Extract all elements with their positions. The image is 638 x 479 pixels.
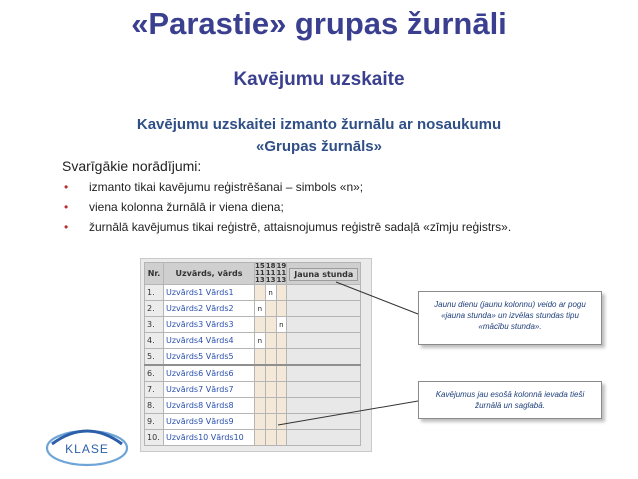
attendance-cell[interactable]: n: [255, 333, 266, 349]
note-item: [62, 200, 511, 220]
attendance-cell[interactable]: [255, 398, 266, 414]
note-item: [62, 220, 511, 240]
note-text: izmanto tikai kavējumu reģistrēšanai – simbols «n»;: [89, 180, 364, 194]
bullet-icon: •: [64, 220, 69, 234]
empty-cell: [287, 365, 361, 382]
date-day: 19: [276, 262, 287, 270]
attendance-cell[interactable]: [265, 365, 276, 382]
attendance-cell[interactable]: [255, 285, 266, 301]
table-row: [145, 301, 361, 317]
table-row: [145, 414, 361, 430]
attendance-cell[interactable]: [255, 317, 266, 333]
group-journal-screenshot: [140, 258, 372, 452]
attendance-cell[interactable]: [255, 349, 266, 366]
row-number: 2.: [145, 301, 164, 317]
student-name-link[interactable]: Uzvārds10 Vārds10: [164, 430, 255, 446]
student-name-link[interactable]: Uzvārds1 Vārds1: [164, 285, 255, 301]
empty-cell: [287, 285, 361, 301]
notes-heading: Svarīgākie norādījumi:: [62, 158, 202, 174]
journal-table: [144, 262, 361, 446]
student-name-link[interactable]: Uzvārds6 Vārds6: [164, 365, 255, 382]
nr-header: Nr.: [145, 263, 164, 285]
row-number: 6.: [145, 365, 164, 382]
new-lesson-button[interactable]: Jauna stunda: [289, 268, 358, 281]
attendance-cell[interactable]: [276, 398, 287, 414]
date-header-3[interactable]: [276, 263, 287, 285]
student-name-link[interactable]: Uzvārds8 Vārds8: [164, 398, 255, 414]
empty-cell: [287, 333, 361, 349]
date-year: 13: [255, 276, 265, 284]
row-number: 7.: [145, 382, 164, 398]
empty-cell: [287, 430, 361, 446]
table-row: [145, 285, 361, 301]
slide-title: «Parastie» grupas žurnāli: [131, 6, 507, 41]
empty-cell: [287, 317, 361, 333]
attendance-cell[interactable]: [255, 365, 266, 382]
empty-cell: [287, 301, 361, 317]
attendance-cell[interactable]: [255, 430, 266, 446]
bullet-icon: •: [64, 180, 69, 194]
table-row: [145, 317, 361, 333]
row-number: 5.: [145, 349, 164, 366]
attendance-cell[interactable]: n: [265, 285, 276, 301]
student-name-link[interactable]: Uzvārds9 Vārds9: [164, 414, 255, 430]
attendance-cell[interactable]: [276, 285, 287, 301]
notes-list: [62, 180, 511, 240]
attendance-cell[interactable]: [265, 382, 276, 398]
row-number: 4.: [145, 333, 164, 349]
attendance-cell[interactable]: [276, 430, 287, 446]
attendance-cell[interactable]: [265, 317, 276, 333]
attendance-cell[interactable]: [255, 382, 266, 398]
date-year: 13: [276, 276, 287, 284]
empty-cell: [287, 349, 361, 366]
journal-header-row: [145, 263, 361, 285]
row-number: 8.: [145, 398, 164, 414]
row-number: 10.: [145, 430, 164, 446]
attendance-cell[interactable]: [276, 349, 287, 366]
table-row: [145, 365, 361, 382]
attendance-cell[interactable]: n: [255, 301, 266, 317]
student-name-link[interactable]: Uzvārds4 Vārds4: [164, 333, 255, 349]
date-day: 18: [265, 262, 276, 270]
attendance-cell[interactable]: n: [276, 317, 287, 333]
date-month: 11: [276, 269, 287, 277]
table-row: [145, 398, 361, 414]
attendance-cell[interactable]: [276, 382, 287, 398]
attendance-cell[interactable]: [255, 414, 266, 430]
attendance-cell[interactable]: [276, 333, 287, 349]
empty-cell: [287, 382, 361, 398]
empty-cell: [287, 398, 361, 414]
attendance-cell[interactable]: [276, 414, 287, 430]
table-row: [145, 382, 361, 398]
intro-text: [0, 114, 638, 158]
empty-cell: [287, 414, 361, 430]
intro-line-1: Kavējumu uzskaitei izmanto žurnālu ar nosaukumu: [136, 116, 502, 133]
attendance-cell[interactable]: [276, 365, 287, 382]
student-name-link[interactable]: Uzvārds3 Vārds3: [164, 317, 255, 333]
journal-body: [145, 285, 361, 446]
note-text: žurnālā kavējumus tikai reģistrē, attaisnojumus reģistrē sadaļā «zīmju reģistrs».: [89, 220, 512, 234]
student-name-link[interactable]: Uzvārds7 Vārds7: [164, 382, 255, 398]
callout-existing-column: Kavējumus jau esošā kolonnā ievada tieši žurnālā un saglabā.: [418, 381, 602, 419]
attendance-cell[interactable]: [265, 333, 276, 349]
attendance-cell[interactable]: [265, 430, 276, 446]
row-number: 9.: [145, 414, 164, 430]
date-header-2[interactable]: [265, 263, 276, 285]
date-header-1[interactable]: [255, 263, 266, 285]
klase-logo: [44, 420, 130, 470]
new-lesson-header: [287, 263, 361, 285]
intro-line-2: «Grupas žurnāls»: [256, 138, 382, 155]
date-month: 11: [265, 269, 276, 277]
bullet-icon: •: [64, 200, 69, 214]
attendance-cell[interactable]: [265, 349, 276, 366]
date-day: 15: [255, 262, 265, 270]
student-name-link[interactable]: Uzvārds2 Vārds2: [164, 301, 255, 317]
student-name-link[interactable]: Uzvārds5 Vārds5: [164, 349, 255, 366]
slide-subtitle: Kavējumu uzskaite: [233, 69, 405, 90]
name-header: Uzvārds, vārds: [164, 263, 255, 285]
logo-text: KLASE: [65, 442, 109, 456]
row-number: 3.: [145, 317, 164, 333]
date-month: 11: [255, 269, 265, 277]
table-row: [145, 349, 361, 366]
attendance-cell[interactable]: [265, 301, 276, 317]
table-row: [145, 333, 361, 349]
row-number: 1.: [145, 285, 164, 301]
attendance-cell[interactable]: [265, 398, 276, 414]
note-text: viena kolonna žurnālā ir viena diena;: [89, 200, 284, 214]
note-item: [62, 180, 511, 200]
callout-new-column: Jaunu dienu (jaunu kolonnu) veido ar pogu «jauna stunda» un izvēlas stundas tipu «mācību stunda».: [418, 291, 602, 345]
attendance-cell[interactable]: [276, 301, 287, 317]
date-year: 13: [265, 276, 276, 284]
table-row: [145, 430, 361, 446]
attendance-cell[interactable]: [265, 414, 276, 430]
